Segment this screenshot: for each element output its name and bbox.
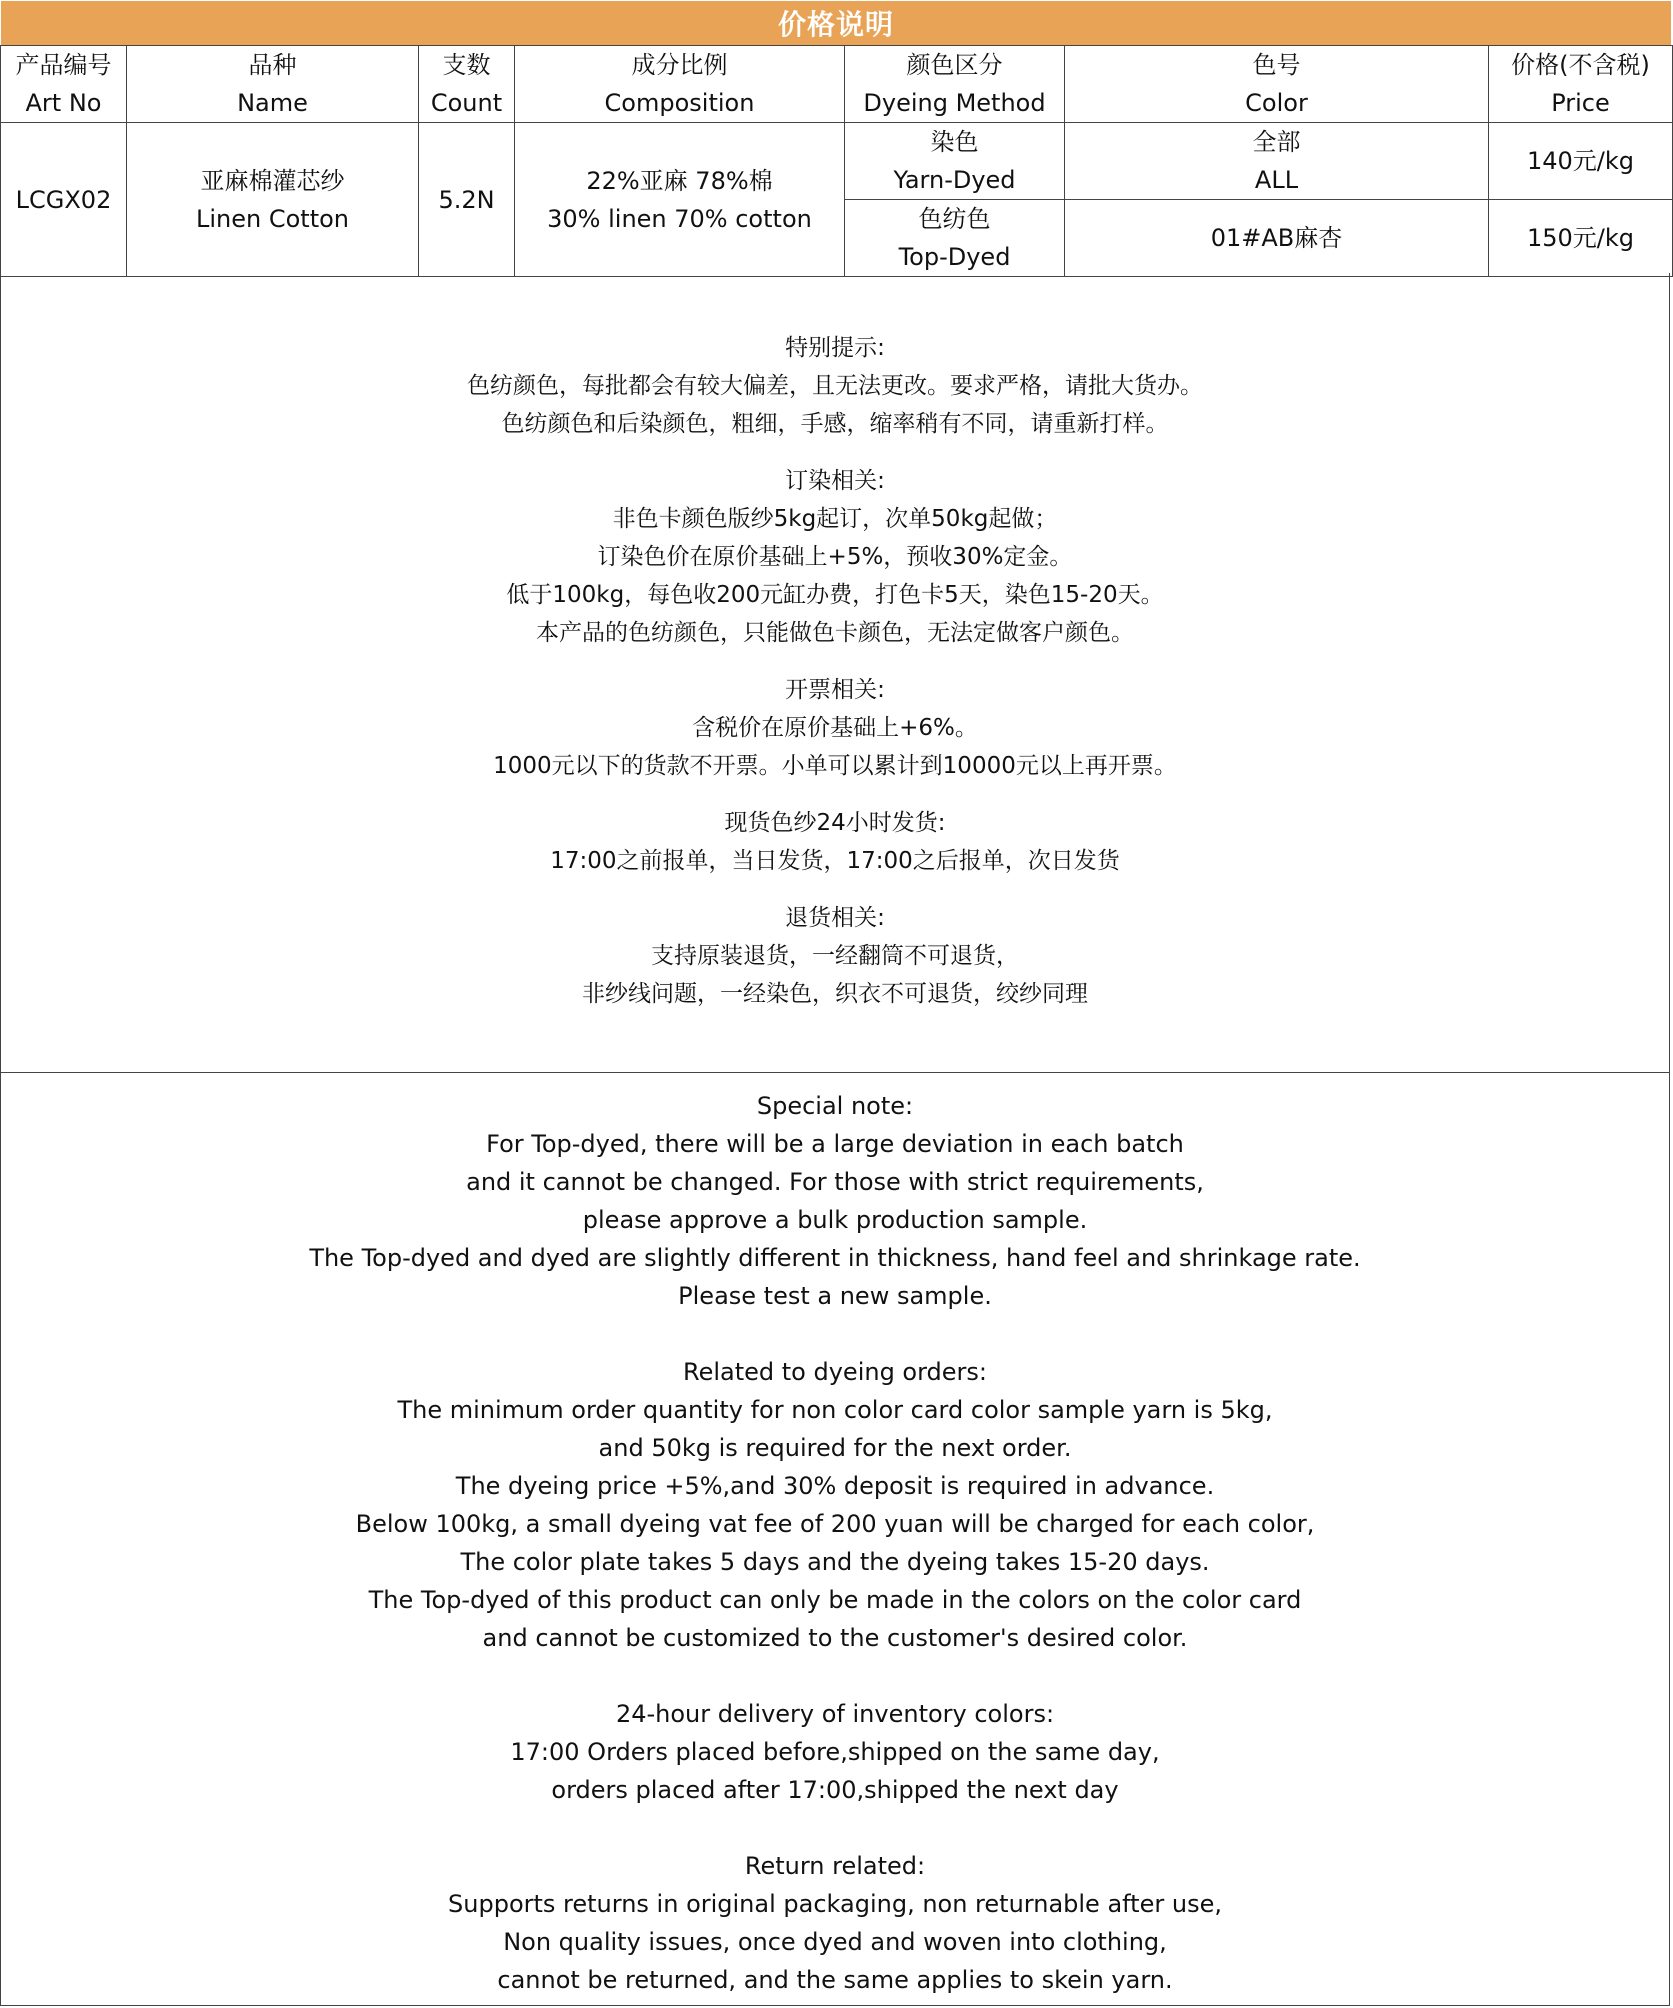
note-block-special (1, 1087, 1669, 1315)
note-line: and cannot be customized to the customer's desired color. (482, 1624, 1188, 1652)
note-line: orders placed after 17:00,shipped the next day (551, 1776, 1119, 1804)
header-price: 价格(不含税) Price (1489, 46, 1673, 123)
note-line: 17:00之前报单，当日发货，17:00之后报单，次日发货 (550, 848, 1120, 874)
notes-english (0, 1073, 1670, 2006)
note-block-return (1, 1847, 1669, 1999)
note-line: 非色卡颜色版纱5kg起订，次单50kg起做； (612, 506, 1058, 532)
cell-dyeing-method: 染色 Yarn-Dyed (845, 123, 1065, 200)
cell-art-no: LCGX02 (1, 123, 127, 277)
table-row (1, 123, 1673, 200)
note-title: 现货色纱24小时发货: (724, 810, 946, 836)
note-line: Please test a new sample. (678, 1282, 992, 1310)
note-title: Special note: (756, 1092, 914, 1120)
note-line: The minimum order quantity for non color card color sample yarn is 5kg, (397, 1396, 1273, 1424)
note-block-delivery (1, 1695, 1669, 1809)
header-dyeing-method: 颜色区分 Dyeing Method (845, 46, 1065, 123)
note-title: 特别提示: (785, 335, 885, 361)
note-title: 退货相关: (785, 905, 885, 931)
note-title: Related to dyeing orders: (682, 1358, 988, 1386)
cell-name: 亚麻棉灌芯纱 Linen Cotton (127, 123, 419, 277)
note-line: For Top-dyed, there will be a large deviation in each batch (486, 1130, 1184, 1158)
notes-chinese (0, 273, 1670, 1073)
note-line: cannot be returned, and the same applies to skein yarn. (497, 1966, 1173, 1994)
cell-price: 150元/kg (1489, 200, 1673, 277)
note-block-dyeing (1, 462, 1669, 652)
page-title: 价格说明 (1, 1, 1671, 46)
note-line: The color plate takes 5 days and the dyeing takes 15-20 days. (460, 1548, 1210, 1576)
header-composition: 成分比例 Composition (515, 46, 845, 123)
note-line: 17:00 Orders placed before,shipped on the same day, (510, 1738, 1160, 1766)
price-table (0, 45, 1673, 277)
note-line: Below 100kg, a small dyeing vat fee of 200 yuan will be charged for each color, (355, 1510, 1315, 1538)
note-line: 本产品的色纺颜色，只能做色卡颜色，无法定做客户颜色。 (536, 620, 1134, 646)
note-block-return (1, 899, 1669, 1013)
note-block-delivery (1, 804, 1669, 880)
header-count: 支数 Count (419, 46, 515, 123)
note-line: 低于100kg，每色收200元缸办费，打色卡5天，染色15-20天。 (506, 582, 1164, 608)
note-line: 1000元以下的货款不开票。小单可以累计到10000元以上再开票。 (493, 753, 1177, 779)
note-line: Supports returns in original packaging, non returnable after use, (448, 1890, 1222, 1918)
note-title: 订染相关: (785, 468, 885, 494)
note-line: Non quality issues, once dyed and woven into clothing, (503, 1928, 1167, 1956)
cell-composition: 22%亚麻 78%棉 30% linen 70% cotton (515, 123, 845, 277)
note-line: and 50kg is required for the next order. (598, 1434, 1072, 1462)
note-line: The Top-dyed of this product can only be made in the colors on the color card (368, 1586, 1302, 1614)
note-line: 含税价在原价基础上+6%。 (692, 715, 978, 741)
cell-price: 140元/kg (1489, 123, 1673, 200)
note-title: 24-hour delivery of inventory colors: (615, 1700, 1055, 1728)
note-line: 色纺颜色，每批都会有较大偏差，且无法更改。要求严格，请批大货办。 (467, 373, 1203, 399)
note-line: 支持原装退货，一经翻筒不可退货， (651, 943, 1019, 969)
note-line: and it cannot be changed. For those with strict requirements, (466, 1168, 1204, 1196)
header-name: 品种 Name (127, 46, 419, 123)
cell-color: 01#AB麻杏 (1065, 200, 1489, 277)
header-color: 色号 Color (1065, 46, 1489, 123)
note-line: 色纺颜色和后染颜色，粗细，手感，缩率稍有不同，请重新打样。 (501, 411, 1169, 437)
note-line: 订染色价在原价基础上+5%，预收30%定金。 (597, 544, 1073, 570)
header-art-no: 产品编号 Art No (1, 46, 127, 123)
note-title: 开票相关: (785, 677, 885, 703)
note-line: 非纱线问题，一经染色，织衣不可退货，绞纱同理 (582, 981, 1088, 1007)
cell-count: 5.2N (419, 123, 515, 277)
note-block-invoice (1, 671, 1669, 785)
note-line: The dyeing price +5%,and 30% deposit is required in advance. (455, 1472, 1215, 1500)
table-header-row (1, 46, 1673, 123)
cell-dyeing-method: 色纺色 Top-Dyed (845, 200, 1065, 277)
note-line: The Top-dyed and dyed are slightly different in thickness, hand feel and shrinkage rate. (309, 1244, 1361, 1272)
note-block-special (1, 329, 1669, 443)
note-line: please approve a bulk production sample. (582, 1206, 1088, 1234)
cell-color: 全部 ALL (1065, 123, 1489, 200)
note-title: Return related: (744, 1852, 926, 1880)
note-block-dyeing (1, 1353, 1669, 1657)
